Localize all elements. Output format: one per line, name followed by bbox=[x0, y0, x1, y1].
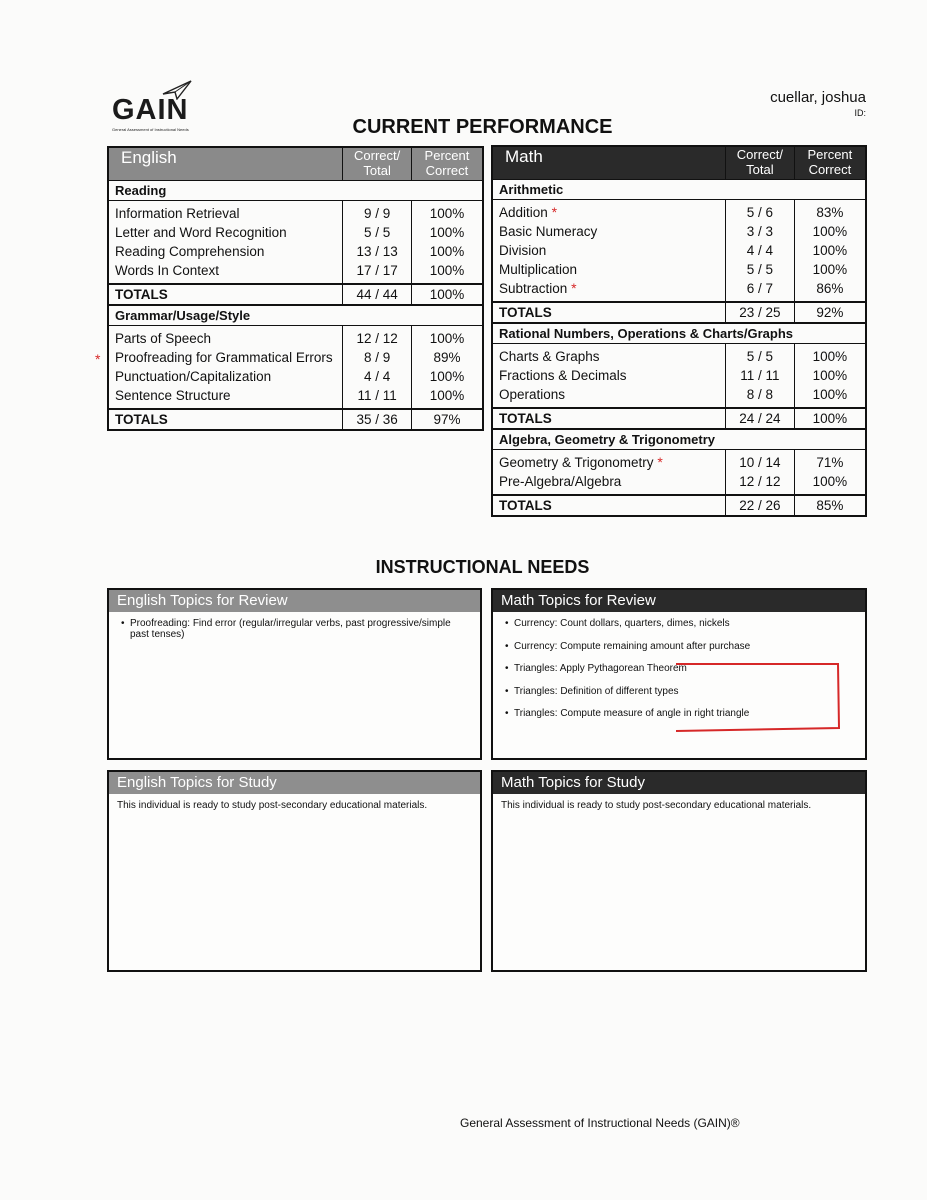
table-row bbox=[492, 241, 866, 260]
skill-name: Sentence Structure bbox=[115, 388, 231, 403]
skill-name: Proofreading for Grammatical Errors bbox=[115, 350, 333, 365]
totals-row bbox=[492, 495, 866, 516]
correct-total: 11 / 11 bbox=[343, 386, 412, 405]
logo-subtitle: General Assessment of Instructional Needs bbox=[112, 127, 189, 132]
table-row bbox=[108, 261, 483, 280]
review-topic: • Triangles: Compute measure of angle in right triangle bbox=[505, 708, 855, 731]
totals-percent: 100% bbox=[411, 284, 483, 305]
correct-total: 13 / 13 bbox=[343, 242, 412, 261]
correct-total: 8 / 8 bbox=[726, 385, 795, 404]
correct-total: 11 / 11 bbox=[726, 366, 795, 385]
skill-name: Letter and Word Recognition bbox=[115, 225, 287, 240]
col-header-correct: Correct/ Total bbox=[354, 148, 401, 178]
table-row bbox=[108, 386, 483, 405]
table-row bbox=[108, 242, 483, 261]
col-header-percent: Percent Correct bbox=[424, 148, 470, 178]
section-header: Grammar/Usage/Style bbox=[108, 305, 483, 326]
percent-correct: 100% bbox=[794, 472, 866, 491]
totals-correct: 44 / 44 bbox=[343, 284, 412, 305]
correct-total: 3 / 3 bbox=[726, 222, 795, 241]
correct-total: 4 / 4 bbox=[726, 241, 795, 260]
table-row bbox=[108, 223, 483, 242]
page-title: CURRENT PERFORMANCE bbox=[352, 116, 613, 138]
totals-row bbox=[108, 284, 483, 305]
percent-correct: 71% bbox=[794, 453, 866, 472]
percent-correct: 86% bbox=[794, 279, 866, 298]
percent-correct: 100% bbox=[411, 223, 483, 242]
footer-text: General Assessment of Instructional Needs (GAIN)® bbox=[460, 1116, 740, 1130]
english-performance-table bbox=[107, 146, 484, 431]
review-topic: • Currency: Count dollars, quarters, dimes, nickels bbox=[505, 618, 855, 641]
totals-correct: 35 / 36 bbox=[343, 409, 412, 430]
review-topic: • Proofreading: Find error (regular/irregular verbs, past progressive/simple past tenses) bbox=[121, 618, 470, 640]
study-text: This individual is ready to study post-secondary educational materials. bbox=[501, 800, 812, 811]
correct-total: 5 / 6 bbox=[726, 203, 795, 222]
totals-percent: 100% bbox=[794, 408, 866, 429]
panel-title: English Topics for Review bbox=[109, 590, 480, 612]
totals-label: TOTALS bbox=[492, 302, 726, 323]
percent-correct: 100% bbox=[411, 261, 483, 280]
student-id-label: ID: bbox=[854, 108, 866, 118]
totals-label: TOTALS bbox=[108, 284, 343, 305]
skill-name: Multiplication bbox=[499, 262, 578, 277]
totals-correct: 22 / 26 bbox=[726, 495, 795, 516]
percent-correct: 83% bbox=[794, 203, 866, 222]
totals-percent: 97% bbox=[411, 409, 483, 430]
percent-correct: 89% bbox=[411, 348, 483, 367]
col-header-percent: Percent Correct bbox=[807, 147, 853, 177]
table-title: English bbox=[121, 148, 177, 167]
totals-row bbox=[492, 408, 866, 429]
skill-name: Fractions & Decimals bbox=[499, 368, 627, 383]
flag-asterisk: * bbox=[657, 454, 663, 470]
correct-total: 5 / 5 bbox=[726, 347, 795, 366]
correct-total: 10 / 14 bbox=[726, 453, 795, 472]
percent-correct: 100% bbox=[411, 329, 483, 348]
totals-percent: 92% bbox=[794, 302, 866, 323]
table-row bbox=[492, 222, 866, 241]
totals-label: TOTALS bbox=[492, 495, 726, 516]
flag-asterisk: * bbox=[551, 204, 558, 220]
english-study-panel bbox=[107, 770, 482, 972]
logo-text: GAIN bbox=[112, 94, 189, 126]
percent-correct: 100% bbox=[411, 386, 483, 405]
gain-logo bbox=[110, 80, 230, 140]
flag-asterisk: * bbox=[95, 351, 101, 367]
correct-total: 5 / 5 bbox=[343, 223, 412, 242]
table-row bbox=[108, 329, 483, 348]
percent-correct: 100% bbox=[411, 242, 483, 261]
percent-correct: 100% bbox=[794, 222, 866, 241]
correct-total: 17 / 17 bbox=[343, 261, 412, 280]
percent-correct: 100% bbox=[411, 367, 483, 386]
section-header: Rational Numbers, Operations & Charts/Graphs bbox=[492, 323, 866, 344]
skill-name: Words In Context bbox=[115, 263, 220, 278]
review-topic: • Currency: Compute remaining amount after purchase bbox=[505, 641, 855, 664]
col-header-correct: Correct/ Total bbox=[736, 147, 784, 177]
table-row bbox=[492, 453, 866, 472]
panel-title: Math Topics for Review bbox=[493, 590, 865, 612]
correct-total: 12 / 12 bbox=[343, 329, 412, 348]
instructional-needs-title: INSTRUCTIONAL NEEDS bbox=[375, 557, 590, 577]
review-topic: • Triangles: Apply Pythagorean Theorem bbox=[505, 663, 855, 686]
correct-total: 12 / 12 bbox=[726, 472, 795, 491]
totals-label: TOTALS bbox=[108, 409, 343, 430]
percent-correct: 100% bbox=[794, 241, 866, 260]
skill-name: Division bbox=[499, 243, 547, 258]
skill-name: Subtraction bbox=[499, 281, 568, 296]
skill-name: Charts & Graphs bbox=[499, 349, 600, 364]
skill-name: Pre-Algebra/Algebra bbox=[499, 474, 622, 489]
percent-correct: 100% bbox=[794, 385, 866, 404]
section-header: Algebra, Geometry & Trigonometry bbox=[492, 429, 866, 450]
table-title: Math bbox=[505, 147, 543, 166]
totals-correct: 24 / 24 bbox=[726, 408, 795, 429]
study-text: This individual is ready to study post-secondary educational materials. bbox=[117, 800, 428, 811]
percent-correct: 100% bbox=[794, 366, 866, 385]
skill-name: Basic Numeracy bbox=[499, 224, 598, 239]
table-header bbox=[108, 147, 483, 181]
percent-correct: 100% bbox=[794, 260, 866, 279]
flag-asterisk: * bbox=[571, 280, 577, 296]
totals-correct: 23 / 25 bbox=[726, 302, 795, 323]
table-row bbox=[108, 204, 483, 223]
table-row bbox=[492, 347, 866, 366]
table-row bbox=[492, 260, 866, 279]
correct-total: 4 / 4 bbox=[343, 367, 412, 386]
table-row bbox=[492, 385, 866, 404]
student-name: cuellar, joshua bbox=[770, 89, 866, 106]
totals-percent: 85% bbox=[794, 495, 866, 516]
correct-total: 5 / 5 bbox=[726, 260, 795, 279]
panel-title: English Topics for Study bbox=[109, 772, 480, 794]
red-bracket-annotation bbox=[676, 661, 846, 733]
skill-name: Reading Comprehension bbox=[115, 244, 265, 259]
skill-name: Addition bbox=[499, 205, 548, 220]
correct-total: 9 / 9 bbox=[343, 204, 412, 223]
skill-name: Operations bbox=[499, 387, 566, 402]
table-row bbox=[492, 472, 866, 491]
skill-name: Information Retrieval bbox=[115, 206, 240, 221]
percent-correct: 100% bbox=[411, 204, 483, 223]
review-topic: • Triangles: Definition of different types bbox=[505, 686, 855, 709]
table-row bbox=[492, 366, 866, 385]
totals-row bbox=[108, 409, 483, 430]
skill-name: Geometry & Trigonometry bbox=[499, 455, 654, 470]
math-study-panel bbox=[491, 770, 867, 972]
table-header bbox=[492, 146, 866, 180]
totals-label: TOTALS bbox=[492, 408, 726, 429]
skill-name: Parts of Speech bbox=[115, 331, 212, 346]
table-row bbox=[108, 367, 483, 386]
correct-total: 6 / 7 bbox=[726, 279, 795, 298]
skill-name: Punctuation/Capitalization bbox=[115, 369, 272, 384]
english-review-panel bbox=[107, 588, 482, 760]
totals-row bbox=[492, 302, 866, 323]
table-row bbox=[492, 203, 866, 222]
percent-correct: 100% bbox=[794, 347, 866, 366]
section-header: Arithmetic bbox=[492, 180, 866, 200]
table-row bbox=[492, 279, 866, 298]
section-header: Reading bbox=[108, 181, 483, 201]
correct-total: 8 / 9 bbox=[343, 348, 412, 367]
panel-title: Math Topics for Study bbox=[493, 772, 865, 794]
math-performance-table bbox=[491, 145, 867, 517]
table-row bbox=[108, 348, 483, 367]
